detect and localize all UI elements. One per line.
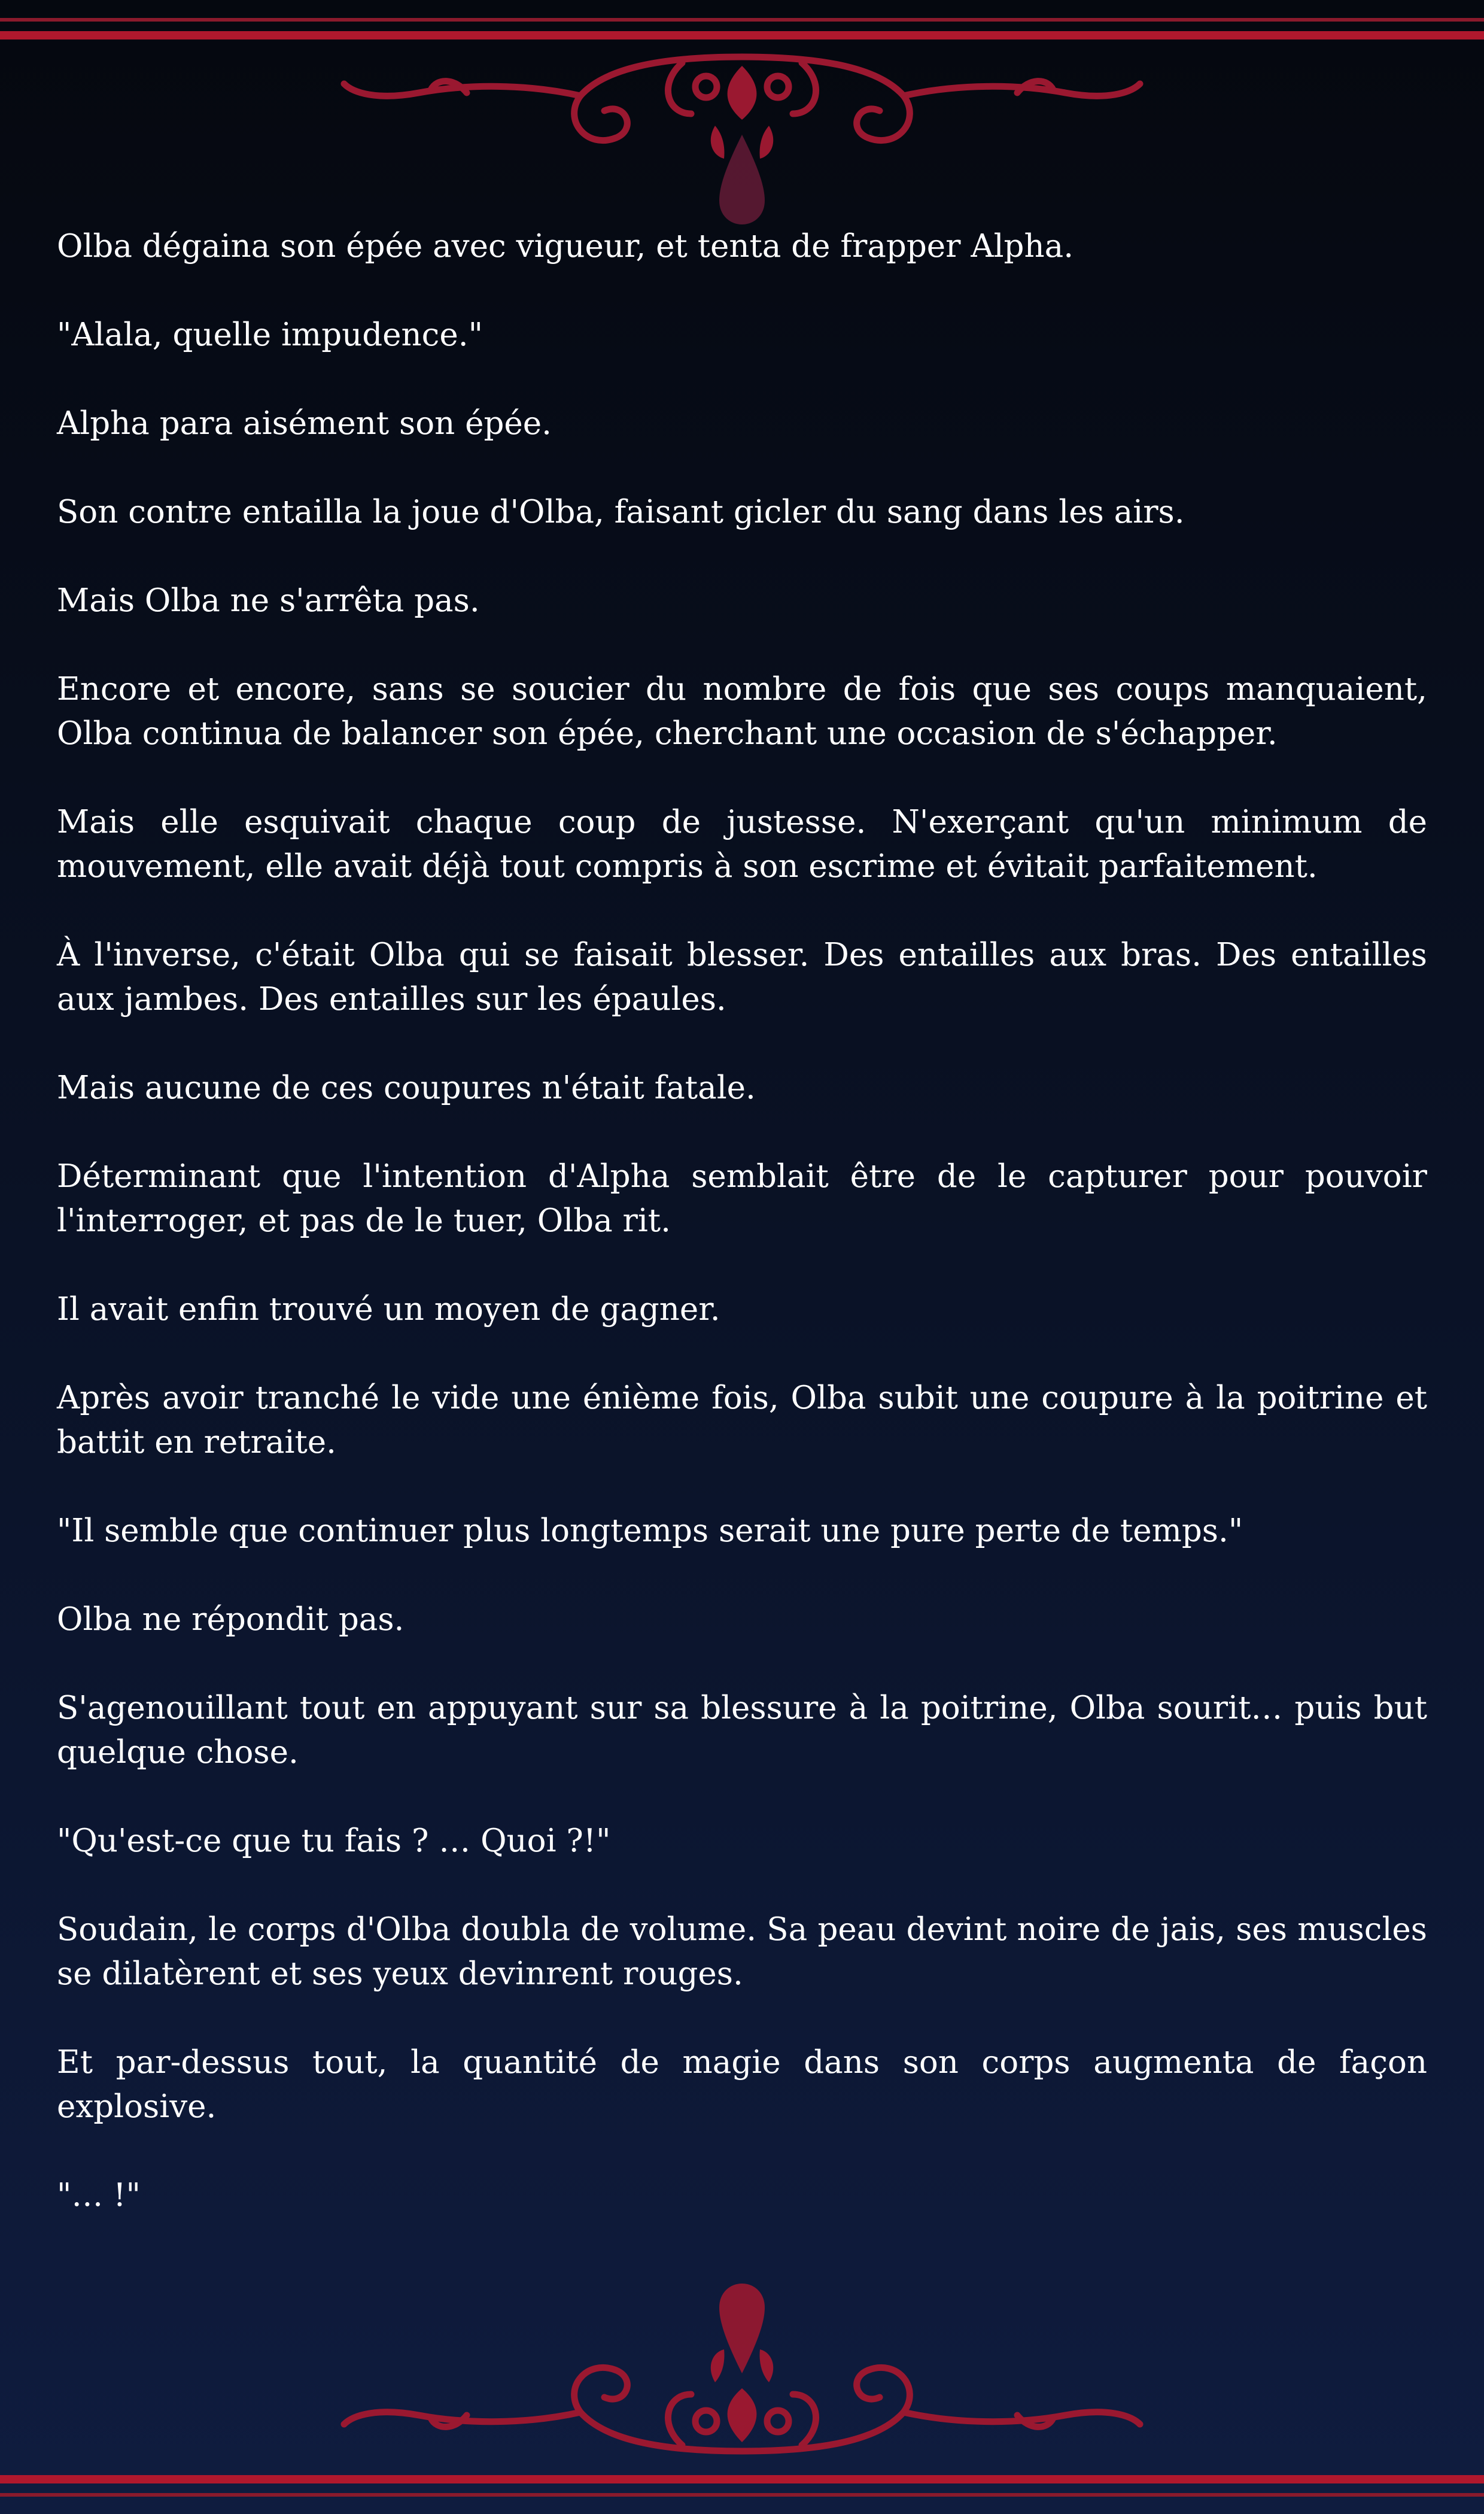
paragraph: Olba ne répondit pas. [57,1601,405,1638]
paragraph: Déterminant que l'intention d'Alpha semblait être de le capturer pour pouvoir l'interroger, et pas de le tuer, Olba rit. [57,1158,1427,1239]
bottom-rule-thin [0,2493,1484,2497]
top-ornament-icon [323,36,1161,239]
paragraph: "Alala, quelle impudence." [57,317,483,353]
bottom-rule-thick [0,2475,1484,2483]
paragraph: Après avoir tranché le vide une énième fois, Olba subit une coupure à la poitrine et battit en retraite. [57,1380,1427,1461]
paragraph: "… !" [57,2177,141,2214]
paragraph: Il avait enfin trouvé un moyen de gagner. [57,1291,720,1328]
story-text [57,224,1427,2262]
paragraph: Alpha para aisément son épée. [57,405,552,442]
paragraph: Mais elle esquivait chaque coup de justesse. N'exerçant qu'un minimum de mouvement, elle avait déjà tout compris à son escrime et évitait parfaitement. [57,804,1427,885]
paragraph: "Qu'est-ce que tu fais ? … Quoi ?!" [57,1823,611,1859]
paragraph: Son contre entailla la joue d'Olba, faisant gicler du sang dans les airs. [57,494,1185,530]
paragraph: S'agenouillant tout en appuyant sur sa blessure à la poitrine, Olba sourit… puis but quelque chose. [57,1690,1427,1771]
paragraph: Mais Olba ne s'arrêta pas. [57,582,480,619]
bottom-ornament-icon [323,2269,1161,2472]
top-rule-thin [0,18,1484,22]
paragraph: Et par-dessus tout, la quantité de magie dans son corps augmenta de façon explosive. [57,2044,1427,2125]
paragraph: "Il semble que continuer plus longtemps serait une pure perte de temps." [57,1513,1243,1549]
paragraph: À l'inverse, c'était Olba qui se faisait blesser. Des entailles aux bras. Des entailles aux jambes. Des entailles sur les épaules. [57,937,1427,1018]
paragraph: Soudain, le corps d'Olba doubla de volume. Sa peau devint noire de jais, ses muscles se dilatèrent et ses yeux devinrent rouges. [57,1911,1427,1992]
paragraph: Olba dégaina son épée avec vigueur, et tenta de frapper Alpha. [57,228,1074,265]
paragraph: Encore et encore, sans se soucier du nombre de fois que ses coups manquaient, Olba continua de balancer son épée, cherchant une occasion de s'échapper. [57,671,1427,752]
paragraph: Mais aucune de ces coupures n'était fatale. [57,1070,756,1106]
